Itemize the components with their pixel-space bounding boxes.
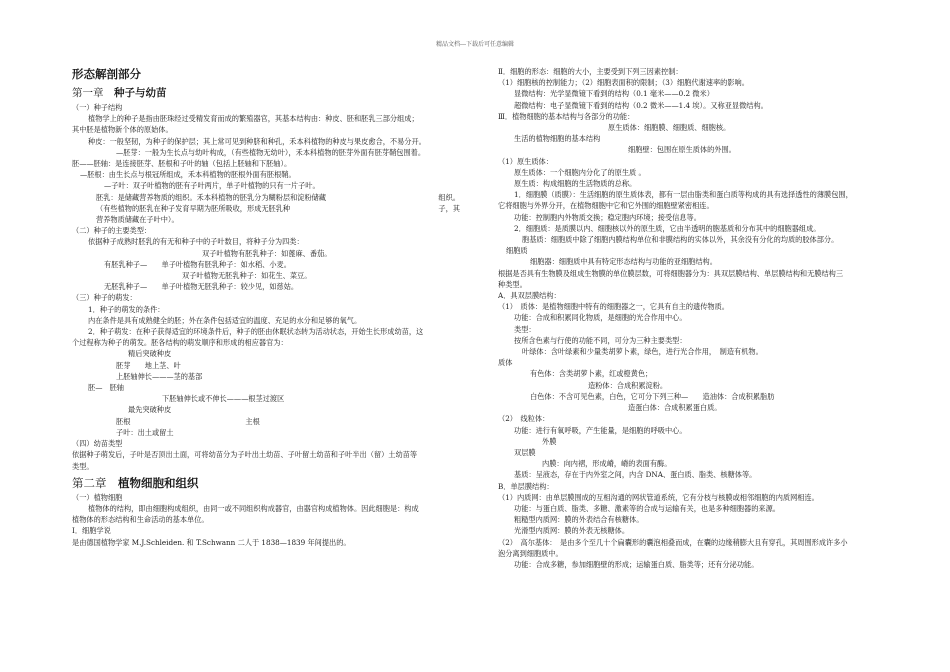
text-line: 1．种子的萌发的条件： <box>88 304 165 314</box>
text-line: （二）种子的主要类型： <box>72 226 152 236</box>
text-line: 双子叶植物有胚乳种子：如蓖麻、番茄。 <box>202 248 332 258</box>
text-line: 是由德国植物学家 M.J.Schleiden. 和 T.Schwann 二人于 1838—1839 年间提出的。 <box>72 537 351 547</box>
text-line: 个过程称为种子的萌发。胚各结构的萌发顺序和形成的相应器官为： <box>72 338 288 348</box>
text-line: 胚芽 地上茎、叶 <box>116 360 181 370</box>
text-span: （有些植物的胚乳在种子发育早期为胚所吸收，形成无胚乳种 <box>96 203 291 213</box>
text-line: 功能：合成多糖，参加细胞壁的形成；运输蛋白质、脂类等；还有分泌功能。 <box>514 559 759 569</box>
text-line: （一）种子结构 <box>72 103 123 112</box>
page-header: 精品文档---下载后可任意编辑 <box>435 41 515 48</box>
text-line: 泡分离到细胞质中。 <box>498 548 563 558</box>
text-line: 种皮：一般坚韧，为种子的保护层；其上常可见到种脐和种孔，禾本科植物的种皮与果皮愈合，不易分开。 <box>88 136 426 146</box>
text-line: （1）内质网：由单层膜围成的互相沟通的网状管道系统，它有分枝与核膜或相邻细胞的内质网相连。 <box>498 492 819 502</box>
text-line: 质体 <box>498 358 513 368</box>
text-line: Ⅲ．植物细胞的基本结构与各部分的功能： <box>498 111 635 121</box>
text-line: 原生质：构成细胞的生活物质的总称。 <box>514 179 637 189</box>
text-line: 基质：呈液态，存在于内外室之间，内含 DNA、蛋白质、脂类、核糖体等。 <box>514 470 757 480</box>
text-line: 按所含色素与行使的功能不同，可分为三种主要类型： <box>514 335 687 345</box>
chapter-title: 种子与幼苗 <box>114 87 167 99</box>
text-line: 植物体的结构，即由细胞构成组织，由同一或不同组织构成器官，由器官构成植物体。因此细胞是：构成 <box>88 503 419 513</box>
text-line: 种类型。 <box>498 279 527 289</box>
text-line: —胚根：由生长点与根冠所组成，禾本科植物的胚根外面有胚根鞘。 <box>80 170 296 180</box>
text-line: 类型： <box>514 324 536 334</box>
text-line: 原生质体：一个细胞内分化了的原生质 。 <box>514 167 646 177</box>
text-line: 内膜：向内褶，形成嵴，嵴的表面有酶。 <box>542 459 672 469</box>
text-line: 白色体：不含可见色素，白色，它可分下列三种— 造油体：合成积累脂肪 <box>530 391 775 401</box>
text-line: 造蛋白体：合成积累蛋白质。 <box>628 403 722 413</box>
text-span: 组织。 <box>438 192 460 202</box>
text-line: 功能：控制胞内外物质交换；稳定胞内环境；接受信息等。 <box>514 212 701 222</box>
text-line: 子叶：出土或留土 <box>116 427 174 437</box>
text-line: 精后突破种皮 <box>128 349 172 359</box>
text-line: 细胞质 <box>506 246 528 256</box>
text-line: 光滑型内质网：膜的外表无核糖体。 <box>514 526 630 536</box>
text-line: 细胞器：细胞质中具有特定形态结构与功能的亚细胞结构。 <box>530 257 717 267</box>
text-line: 胚——胚轴：是连接胚芽、胚根和子叶的轴（包括上胚轴和下胚轴）。 <box>72 159 292 169</box>
text-line: 功能：合成和积累同化物质，是细胞的光合作用中心。 <box>514 313 687 323</box>
text-line: 植物学上的种子是指由胚珠经过受精发育而成的繁殖器官，其基本结构由：种皮、胚和胚乳三部分组成； <box>88 114 419 124</box>
text-line: 外膜 <box>542 436 557 446</box>
text-line: 叶绿体：含叶绿素和少量类胡萝卜素，绿色，进行光合作用， 制造有机物。 <box>522 347 763 357</box>
text-line: （一）植物细胞 <box>72 492 123 502</box>
text-line: —子叶：双子叶植物的胚有子叶两片，单子叶植物的只有一片子叶。 <box>104 181 320 191</box>
text-line: 植物体的形态结构和生命活动的基本单位。 <box>72 515 209 525</box>
text-line: 下胚轴伸长或不伸长———根茎过渡区 <box>162 394 285 404</box>
text-line: 显微结构：光学显微镜下看到的结构（0.1 毫米——0.2 微米） <box>514 89 714 99</box>
text-line: 类型。 <box>72 461 94 471</box>
text-line: 根据是否具有生物膜及组成生物膜的单位膜层数，可将细胞器分为：具双层膜结构、单层膜结构和无膜结构三 <box>498 268 844 278</box>
text-line: 最先突破种皮 <box>128 405 172 415</box>
text-line: （2） 线粒体： <box>498 414 550 424</box>
text-line: 2．种子萌发：在种子获得适宜的环境条件后，种子的胚由休眠状态转为活动状态，开始生长形成幼苗，这 <box>88 327 424 337</box>
text-line: 1．细胞膜（质膜）：生活细胞的原生质体表，都有一层由脂类和蛋白质等构成的具有选择透性的薄膜包围， <box>514 190 853 200</box>
text-line: 2．细胞质：是质膜以内、细胞核以外的原生质，它由半透明的胞基质和分布其中的细胞器组成。 <box>514 223 821 233</box>
right-column <box>498 66 880 570</box>
chapter-1-heading <box>72 85 484 102</box>
text-line: 超微结构：电子显微镜下看到的结构（0.2 微米——1.4 埃）。又称亚显微结构。 <box>514 100 768 110</box>
text-line <box>72 192 484 203</box>
text-line: 依据种子萌发后，子叶是否顶出土面，可将幼苗分为子叶出土幼苗、子叶留土幼苗和子叶半出（留）土幼苗等 <box>72 450 418 460</box>
text-span: 子，其 <box>438 203 460 213</box>
text-line: 无胚乳种子— 单子叶植物无胚乳种子：较少见，如慈姑。 <box>104 282 299 292</box>
text-line: 其中胚是植物新个体的原始体。 <box>72 125 173 135</box>
text-line: 胚根 主根 <box>116 416 260 426</box>
chapter-number: 第二章 <box>72 475 107 490</box>
text-line: （1）原生质体： <box>498 156 553 166</box>
text-line: 胚— 胚轴 <box>88 383 124 393</box>
left-column <box>72 66 484 548</box>
text-line: 有色体：含类胡萝卜素，红或橙黄色； <box>530 369 653 379</box>
text-line: 生活的植物细胞的基本结构 <box>514 134 601 144</box>
text-line: 营养物质储藏在子叶中）。 <box>96 215 179 225</box>
text-line: 它将细胞与外界分开，在植物细胞中它和它外围的细胞壁紧密相连。 <box>498 201 714 211</box>
text-line: 功能：与蛋白质、脂类、多糖、激素等的合成与运输有关，也是多种细胞器的来源。 <box>514 503 780 513</box>
text-line: （1）细胞核的控制能力；（2）细胞表面积的限制；（3）细胞代谢速率的影响。 <box>498 78 749 88</box>
text-line: 功能：进行有氧呼吸，产生能量，是细胞的呼吸中心。 <box>514 425 687 435</box>
text-line: 细胞壁：包围在原生质体的外围。 <box>628 145 736 155</box>
text-line: 胞基质：细胞质中除了细胞内膜结构单位和非膜结构的实体以外，其余没有分化的均质的胶体部分。 <box>522 235 839 245</box>
text-line: 依据种子成熟时胚乳的有无和种子中的子叶数目，将种子分为四类： <box>88 237 304 247</box>
text-line: 有胚乳种子— 单子叶植物有胚乳种子：如水稻、小麦。 <box>104 259 291 269</box>
text-line: 造粉体：合成积累淀粉。 <box>588 380 668 390</box>
chapter-2-heading <box>72 474 484 492</box>
text-line: （2） 高尔基体： 是由多个至几十个扁囊形的囊泡相叠而成，在囊的边缘稍膨大且有穿孔，其周围形成许多小 <box>498 537 848 547</box>
chapter-title: 植物细胞和组织 <box>118 475 199 490</box>
text-line: （四）幼苗类型 <box>72 439 123 449</box>
text-line: 内在条件是具有成熟健全的胚；外在条件包括适宜的温度、充足的水分和足够的氧气。 <box>88 315 362 325</box>
section-title: 形态解剖部分 <box>72 67 141 81</box>
text-span: 胚乳：是储藏营养物质的组织。禾本科植物的胚乳分为糊粉层和淀粉储藏 <box>96 192 327 202</box>
text-line: 双层膜 <box>514 447 536 457</box>
text-line: 双子叶植物无胚乳种子：如花生、菜豆。 <box>182 271 312 281</box>
text-line: （三）种子的萌发： <box>72 293 137 303</box>
text-line: Ⅰ．细胞学说 <box>72 526 111 536</box>
text-line <box>72 203 484 214</box>
text-line: —胚芽：一般为生长点与幼叶构成，（有些植物无幼叶），禾本科植物的胚芽外面有胚芽鞘包围着。 <box>116 147 426 157</box>
text-line: 粗糙型内质网：膜的外表结合有核糖体。 <box>514 515 644 525</box>
text-line: （1） 质体：是植物细胞中特有的细胞器之一，它具有自主的遗传物质。 <box>498 302 729 312</box>
text-line: Ⅱ．细胞的形态：细胞的大小，主要受到下列三因素控制： <box>498 67 683 76</box>
text-line: 原生质体：细胞膜、细胞质、细胞核。 <box>608 123 731 133</box>
text-line: A．具双层膜结构： <box>498 291 561 301</box>
chapter-number: 第一章 <box>72 87 104 99</box>
text-line: B．单层膜结构： <box>498 481 554 491</box>
text-line: 上胚轴伸长———茎的基部 <box>116 371 203 381</box>
